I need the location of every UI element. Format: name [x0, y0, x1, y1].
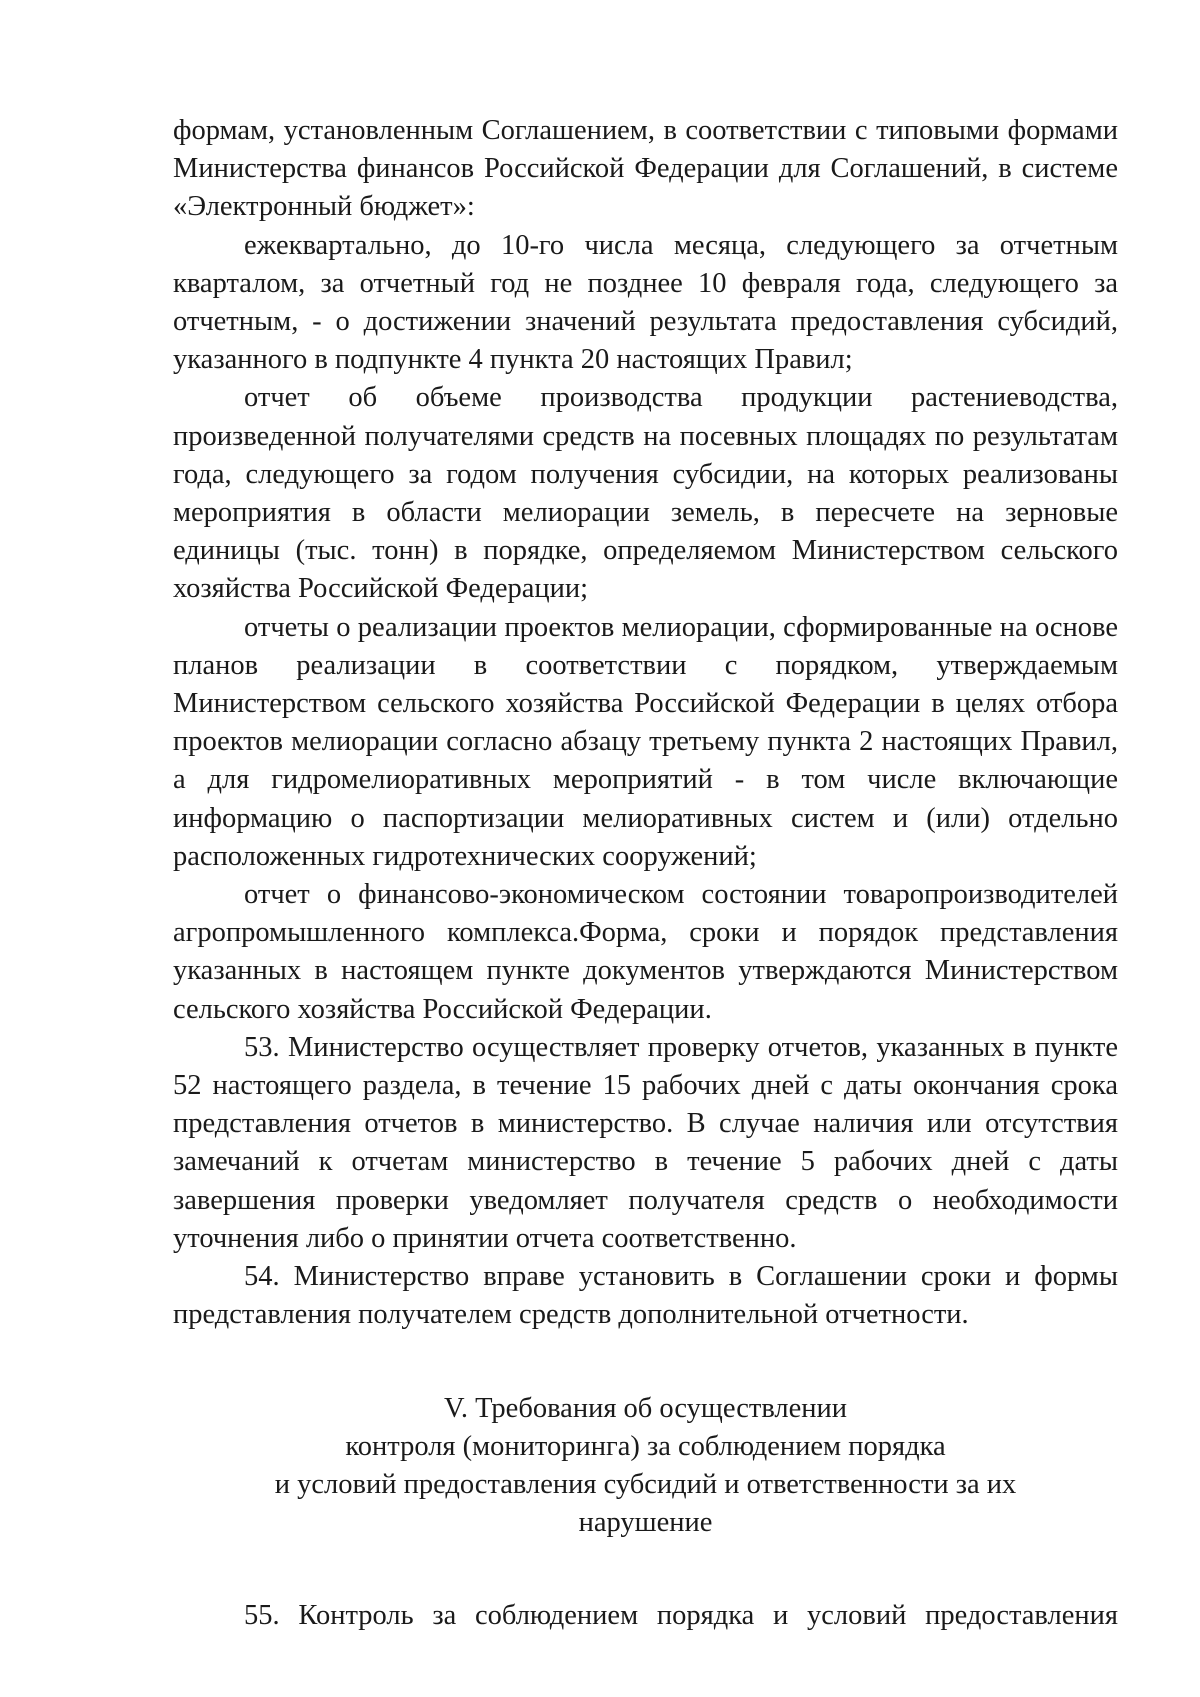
paragraph-item-55: 55. Контроль за соблюдением порядка и условий предоставления: [244, 1600, 1118, 1632]
section-heading-line: контроля (мониторинга) за соблюдением порядка: [345, 1430, 946, 1462]
paragraph-crop-production-report: отчет об объеме производства продукции растениеводства, произведенной получателями средств на посевных площадях по результатам года, следующего за годом получения субсидии, на которых реализованы мероприятия в области мелиорации земель, в пересчете на зерновые единицы (тыс. тонн) в порядке, определяемом Министерством сельского хозяйства Российской Федерации;: [173, 382, 1118, 605]
paragraph-item-54: 54. Министерство вправе установить в Соглашении сроки и формы представления получателем средств дополнительной отчетности.: [173, 1261, 1118, 1331]
paragraph-melioration-projects-report: отчеты о реализации проектов мелиорации, сформированные на основе планов реализации в соответствии с порядком, утверждаемым Министерством сельского хозяйства Российской Федерации в целях отбора проектов мелиорации согласно абзацу третьему пункта 2 настоящих Правил, а для гидромелиоративных мероприятий - в том числе включающие информацию о паспортизации мелиоративных систем и (или) отдельно расположенных гидротехнических сооружений;: [173, 611, 1118, 872]
paragraph-quarterly-report: ежеквартально, до 10-го числа месяца, следующего за отчетным кварталом, за отчетный год не позднее 10 февраля года, следующего за отчетным, - о достижении значений результата предоставления субсидий, указанного в подпункте 4 пункта 20 настоящих Правил;: [173, 229, 1118, 376]
paragraph-continuation: формам, установленным Соглашением, в соответствии с типовыми формами Министерства финансов Российской Федерации для Соглашений, в системе «Электронный бюджет»:: [173, 115, 1118, 223]
paragraph-item-53: 53. Министерство осуществляет проверку отчетов, указанных в пункте 52 настоящего раздела, в течение 15 рабочих дней с даты окончания срока представления отчетов в министерство. В случае наличия или отсутствия замечаний к отчетам министерство в течение 5 рабочих дней с даты завершения проверки уведомляет получателя средств о необходимости уточнения либо о принятии отчета соответственно.: [173, 1031, 1118, 1254]
paragraph-financial-report: отчет о финансово-экономическом состоянии товаропроизводителей агропромышленного комплекса.Форма, сроки и порядок представления указанных в настоящем пункте документов утверждаются Министерством сельского хозяйства Российской Федерации.: [173, 879, 1118, 1025]
document-page: [173, 112, 1118, 1636]
section-heading-line: и условий предоставления субсидий и ответственности за их: [274, 1468, 1017, 1500]
section-heading: [173, 1390, 1118, 1543]
section-heading-line: V. Требования об осуществлении: [443, 1392, 848, 1424]
section-heading-line: нарушение: [578, 1507, 713, 1539]
